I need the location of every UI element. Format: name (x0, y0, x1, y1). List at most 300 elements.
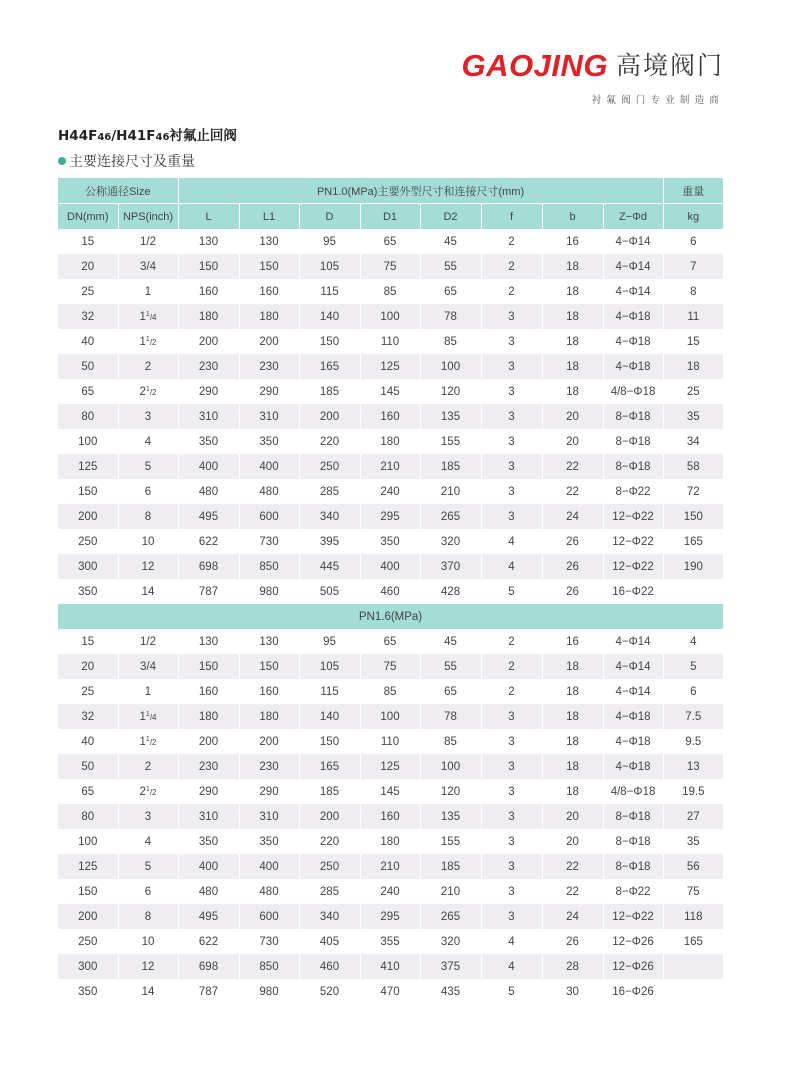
cell-f: 2 (481, 229, 542, 254)
cell-kg: 9.5 (663, 729, 723, 754)
cell-d1: 295 (360, 504, 420, 529)
cell-nps: 14 (118, 979, 178, 1004)
cell-l1: 310 (239, 404, 299, 429)
table-row (58, 354, 723, 379)
section-heading-text: 主要连接尺寸及重量 (69, 154, 195, 170)
table-body (58, 229, 723, 1004)
cell-dn: 40 (58, 729, 118, 754)
cell-zd: 8−Φ18 (603, 854, 663, 879)
cell-d1: 145 (360, 379, 420, 404)
table-row (58, 629, 723, 654)
nps-fraction-slash: / (149, 337, 153, 347)
cell-kg: 11 (663, 304, 723, 329)
cell-zd: 4−Φ18 (603, 704, 663, 729)
cell-d: 140 (299, 704, 360, 729)
cell-kg (663, 579, 723, 604)
cell-d: 200 (299, 804, 360, 829)
cell-dn: 125 (58, 454, 118, 479)
cell-dn: 100 (58, 829, 118, 854)
cell-l: 350 (178, 829, 239, 854)
header-b: b (542, 204, 603, 230)
cell-l1: 850 (239, 954, 299, 979)
cell-kg: 165 (663, 929, 723, 954)
cell-d: 150 (299, 329, 360, 354)
cell-kg (663, 954, 723, 979)
table-row (58, 879, 723, 904)
table-row (58, 654, 723, 679)
cell-l1: 290 (239, 779, 299, 804)
cell-d1: 65 (360, 229, 420, 254)
cell-b: 16 (542, 229, 603, 254)
table-row (58, 229, 723, 254)
cell-kg: 75 (663, 879, 723, 904)
cell-d2: 135 (420, 404, 481, 429)
cell-d1: 145 (360, 779, 420, 804)
cell-l1: 180 (239, 304, 299, 329)
cell-d: 220 (299, 429, 360, 454)
nps-fraction-denominator: 2 (152, 387, 157, 397)
cell-d1: 180 (360, 829, 420, 854)
table-row (58, 679, 723, 704)
cell-nps: 2 (118, 354, 178, 379)
cell-dn: 20 (58, 254, 118, 279)
table-row (58, 304, 723, 329)
header-dn: DN(mm) (58, 204, 118, 230)
table-row (58, 779, 723, 804)
table-row (58, 254, 723, 279)
cell-kg (663, 979, 723, 1004)
cell-nps: 10 (118, 929, 178, 954)
table-row (58, 504, 723, 529)
cell-l: 495 (178, 504, 239, 529)
cell-f: 5 (481, 979, 542, 1004)
cell-f: 3 (481, 704, 542, 729)
cell-l1: 130 (239, 229, 299, 254)
table-row (58, 554, 723, 579)
cell-d1: 85 (360, 679, 420, 704)
cell-d1: 160 (360, 804, 420, 829)
table-row (58, 329, 723, 354)
cell-zd: 8−Φ18 (603, 404, 663, 429)
cell-d: 115 (299, 279, 360, 304)
cell-f: 5 (481, 579, 542, 604)
cell-l: 130 (178, 229, 239, 254)
cell-d2: 65 (420, 279, 481, 304)
cell-nps: 8 (118, 904, 178, 929)
header-pn10-group: PN1.0(MPa)主要外型尺寸和连接尺寸(mm) (178, 178, 663, 204)
cell-kg: 35 (663, 404, 723, 429)
cell-nps: 2 (118, 754, 178, 779)
cell-d2: 135 (420, 804, 481, 829)
header-weight-group: 重量 (663, 178, 723, 204)
table-row (58, 429, 723, 454)
cell-l: 350 (178, 429, 239, 454)
cell-f: 3 (481, 829, 542, 854)
cell-l: 698 (178, 554, 239, 579)
cell-kg: 165 (663, 529, 723, 554)
cell-d2: 100 (420, 754, 481, 779)
cell-f: 3 (481, 754, 542, 779)
cell-nps: 1 (118, 679, 178, 704)
cell-nps (118, 379, 178, 404)
cell-d1: 100 (360, 704, 420, 729)
cell-l1: 400 (239, 454, 299, 479)
nps-fraction-numerator: 1 (145, 710, 150, 718)
header-l: L (178, 204, 239, 230)
cell-f: 3 (481, 454, 542, 479)
cell-d2: 85 (420, 329, 481, 354)
header-d: D (299, 204, 360, 230)
cell-f: 4 (481, 529, 542, 554)
table-row (58, 729, 723, 754)
cell-kg: 4 (663, 629, 723, 654)
cell-nps: 14 (118, 579, 178, 604)
cell-d: 405 (299, 929, 360, 954)
cell-f: 3 (481, 304, 542, 329)
cell-l: 787 (178, 579, 239, 604)
cell-d1: 75 (360, 654, 420, 679)
cell-f: 2 (481, 279, 542, 304)
cell-d: 445 (299, 554, 360, 579)
cell-b: 22 (542, 479, 603, 504)
cell-l1: 150 (239, 654, 299, 679)
cell-d2: 210 (420, 879, 481, 904)
cell-b: 22 (542, 454, 603, 479)
cell-zd: 4−Φ14 (603, 679, 663, 704)
cell-d2: 210 (420, 479, 481, 504)
cell-dn: 150 (58, 879, 118, 904)
cell-d: 395 (299, 529, 360, 554)
cell-d2: 65 (420, 679, 481, 704)
cell-l: 480 (178, 479, 239, 504)
cell-d: 285 (299, 879, 360, 904)
cell-dn: 40 (58, 329, 118, 354)
cell-b: 20 (542, 429, 603, 454)
cell-l1: 180 (239, 704, 299, 729)
cell-d: 200 (299, 404, 360, 429)
cell-f: 3 (481, 404, 542, 429)
cell-zd: 4−Φ18 (603, 304, 663, 329)
cell-kg: 72 (663, 479, 723, 504)
nps-fraction-slash: / (149, 737, 153, 747)
cell-d2: 85 (420, 729, 481, 754)
header-size-group: 公称通径Size (58, 178, 178, 204)
table-row (58, 279, 723, 304)
brand-name-latin: GAOJING (461, 48, 608, 83)
cell-zd: 16−Φ26 (603, 979, 663, 1004)
nps-whole: 2 (139, 385, 146, 398)
brand-logo (462, 50, 724, 81)
header-nps: NPS(inch) (118, 204, 178, 230)
pn16-divider-row (58, 604, 723, 629)
cell-nps: 1 (118, 279, 178, 304)
product-title (58, 124, 237, 144)
cell-d1: 350 (360, 529, 420, 554)
cell-l1: 600 (239, 504, 299, 529)
cell-l1: 480 (239, 879, 299, 904)
cell-dn: 32 (58, 704, 118, 729)
cell-nps: 10 (118, 529, 178, 554)
cell-d1: 125 (360, 354, 420, 379)
cell-f: 2 (481, 254, 542, 279)
cell-dn: 50 (58, 354, 118, 379)
title-suffix: 衬氟止回阀 (169, 128, 237, 144)
cell-nps (118, 729, 178, 754)
cell-d1: 240 (360, 479, 420, 504)
nps-fraction-denominator: 4 (152, 312, 157, 322)
cell-d1: 410 (360, 954, 420, 979)
cell-d: 165 (299, 354, 360, 379)
cell-zd: 4/8−Φ18 (603, 379, 663, 404)
dimension-table (58, 178, 723, 1004)
cell-zd: 12−Φ22 (603, 504, 663, 529)
cell-d: 95 (299, 629, 360, 654)
cell-kg: 6 (663, 229, 723, 254)
header-row-groups (58, 178, 723, 204)
cell-zd: 4−Φ14 (603, 654, 663, 679)
cell-b: 30 (542, 979, 603, 1004)
cell-d1: 210 (360, 454, 420, 479)
cell-d: 185 (299, 779, 360, 804)
cell-l: 130 (178, 629, 239, 654)
nps-fraction-denominator: 2 (152, 787, 157, 797)
cell-kg: 13 (663, 754, 723, 779)
cell-f: 3 (481, 504, 542, 529)
title-prefix: H44F (58, 128, 98, 144)
cell-d2: 55 (420, 254, 481, 279)
nps-fraction-denominator: 4 (152, 712, 157, 722)
cell-kg: 18 (663, 354, 723, 379)
cell-l: 400 (178, 854, 239, 879)
cell-l: 230 (178, 354, 239, 379)
cell-d: 460 (299, 954, 360, 979)
cell-nps: 1/2 (118, 629, 178, 654)
cell-d1: 470 (360, 979, 420, 1004)
cell-dn: 15 (58, 229, 118, 254)
cell-zd: 4−Φ18 (603, 754, 663, 779)
cell-l1: 980 (239, 579, 299, 604)
nps-fraction-numerator: 1 (145, 335, 150, 343)
header-f: f (481, 204, 542, 230)
cell-l1: 230 (239, 354, 299, 379)
table-row (58, 904, 723, 929)
cell-d1: 460 (360, 579, 420, 604)
nps-whole: 1 (139, 735, 146, 748)
cell-d: 105 (299, 254, 360, 279)
cell-b: 20 (542, 829, 603, 854)
table-row (58, 479, 723, 504)
header-zd: Z−Φd (603, 204, 663, 230)
cell-d1: 110 (360, 329, 420, 354)
cell-kg: 27 (663, 804, 723, 829)
cell-zd: 12−Φ22 (603, 904, 663, 929)
cell-zd: 8−Φ18 (603, 804, 663, 829)
cell-nps: 8 (118, 504, 178, 529)
cell-l: 495 (178, 904, 239, 929)
cell-d2: 45 (420, 229, 481, 254)
cell-b: 18 (542, 304, 603, 329)
cell-d2: 435 (420, 979, 481, 1004)
cell-l1: 730 (239, 529, 299, 554)
cell-l: 180 (178, 704, 239, 729)
cell-nps: 4 (118, 429, 178, 454)
nps-fraction-denominator: 2 (152, 737, 157, 747)
cell-l1: 600 (239, 904, 299, 929)
cell-b: 20 (542, 404, 603, 429)
nps-fraction-slash: / (149, 312, 153, 322)
cell-b: 22 (542, 854, 603, 879)
cell-dn: 20 (58, 654, 118, 679)
cell-kg: 56 (663, 854, 723, 879)
cell-nps: 3 (118, 404, 178, 429)
cell-d: 520 (299, 979, 360, 1004)
table-row (58, 979, 723, 1004)
brand-name-chinese: 高境阀门 (615, 51, 724, 80)
cell-zd: 4−Φ18 (603, 354, 663, 379)
cell-f: 2 (481, 654, 542, 679)
cell-nps: 6 (118, 479, 178, 504)
cell-nps (118, 779, 178, 804)
cell-l1: 150 (239, 254, 299, 279)
cell-d: 95 (299, 229, 360, 254)
cell-kg: 34 (663, 429, 723, 454)
cell-l: 787 (178, 979, 239, 1004)
cell-f: 3 (481, 779, 542, 804)
cell-d2: 45 (420, 629, 481, 654)
cell-dn: 300 (58, 954, 118, 979)
cell-b: 22 (542, 879, 603, 904)
cell-b: 24 (542, 504, 603, 529)
cell-d1: 240 (360, 879, 420, 904)
cell-l: 290 (178, 379, 239, 404)
cell-l1: 160 (239, 279, 299, 304)
cell-kg: 35 (663, 829, 723, 854)
cell-nps (118, 304, 178, 329)
cell-d: 165 (299, 754, 360, 779)
cell-l1: 200 (239, 329, 299, 354)
cell-zd: 12−Φ22 (603, 554, 663, 579)
cell-d1: 210 (360, 854, 420, 879)
cell-d2: 120 (420, 779, 481, 804)
cell-b: 24 (542, 904, 603, 929)
cell-d2: 320 (420, 929, 481, 954)
cell-l: 150 (178, 254, 239, 279)
header-l1: L1 (239, 204, 299, 230)
cell-d2: 100 (420, 354, 481, 379)
nps-fraction-slash: / (149, 387, 153, 397)
cell-d2: 120 (420, 379, 481, 404)
cell-dn: 300 (58, 554, 118, 579)
cell-d: 250 (299, 454, 360, 479)
cell-zd: 8−Φ18 (603, 829, 663, 854)
table-row (58, 854, 723, 879)
cell-b: 18 (542, 254, 603, 279)
cell-d2: 375 (420, 954, 481, 979)
nps-fraction-numerator: 1 (145, 310, 150, 318)
cell-b: 18 (542, 329, 603, 354)
table-row (58, 929, 723, 954)
cell-f: 3 (481, 879, 542, 904)
cell-dn: 250 (58, 529, 118, 554)
section-heading (58, 151, 195, 171)
cell-f: 3 (481, 854, 542, 879)
cell-d2: 185 (420, 454, 481, 479)
cell-f: 4 (481, 954, 542, 979)
cell-l1: 980 (239, 979, 299, 1004)
title-middle: /H41F (111, 128, 156, 144)
cell-d: 285 (299, 479, 360, 504)
table-row (58, 404, 723, 429)
cell-d1: 85 (360, 279, 420, 304)
cell-d2: 55 (420, 654, 481, 679)
cell-l: 150 (178, 654, 239, 679)
cell-l1: 200 (239, 729, 299, 754)
cell-d1: 180 (360, 429, 420, 454)
cell-d2: 370 (420, 554, 481, 579)
cell-d1: 400 (360, 554, 420, 579)
cell-f: 3 (481, 904, 542, 929)
cell-d: 340 (299, 904, 360, 929)
cell-nps: 1/2 (118, 229, 178, 254)
cell-nps: 5 (118, 854, 178, 879)
cell-kg: 6 (663, 679, 723, 704)
table-row (58, 954, 723, 979)
cell-zd: 12−Φ26 (603, 929, 663, 954)
pn16-label: PN1.6(MPa) (58, 604, 723, 629)
cell-zd: 8−Φ22 (603, 879, 663, 904)
cell-l: 200 (178, 729, 239, 754)
cell-nps: 12 (118, 954, 178, 979)
cell-l1: 400 (239, 854, 299, 879)
nps-whole: 2 (139, 785, 146, 798)
cell-d: 505 (299, 579, 360, 604)
cell-l: 622 (178, 929, 239, 954)
cell-l: 310 (178, 804, 239, 829)
nps-fraction-denominator: 2 (152, 337, 157, 347)
cell-b: 26 (542, 529, 603, 554)
cell-l1: 310 (239, 804, 299, 829)
cell-f: 4 (481, 929, 542, 954)
cell-d: 115 (299, 679, 360, 704)
cell-kg: 25 (663, 379, 723, 404)
cell-zd: 8−Φ22 (603, 479, 663, 504)
table-row (58, 704, 723, 729)
cell-d1: 75 (360, 254, 420, 279)
cell-b: 18 (542, 779, 603, 804)
cell-nps: 5 (118, 454, 178, 479)
cell-f: 2 (481, 679, 542, 704)
cell-d1: 65 (360, 629, 420, 654)
cell-dn: 100 (58, 429, 118, 454)
cell-l1: 730 (239, 929, 299, 954)
cell-dn: 200 (58, 904, 118, 929)
cell-d: 150 (299, 729, 360, 754)
table-row (58, 804, 723, 829)
cell-l1: 350 (239, 829, 299, 854)
table-row (58, 829, 723, 854)
nps-fraction-slash: / (149, 787, 153, 797)
brand-tagline: 衬氟阀门专业制造商 (591, 95, 724, 106)
cell-b: 18 (542, 679, 603, 704)
cell-f: 4 (481, 554, 542, 579)
cell-l: 160 (178, 679, 239, 704)
cell-zd: 12−Φ26 (603, 954, 663, 979)
nps-whole: 1 (139, 710, 146, 723)
cell-f: 3 (481, 379, 542, 404)
cell-kg: 190 (663, 554, 723, 579)
cell-d2: 185 (420, 854, 481, 879)
cell-b: 28 (542, 954, 603, 979)
